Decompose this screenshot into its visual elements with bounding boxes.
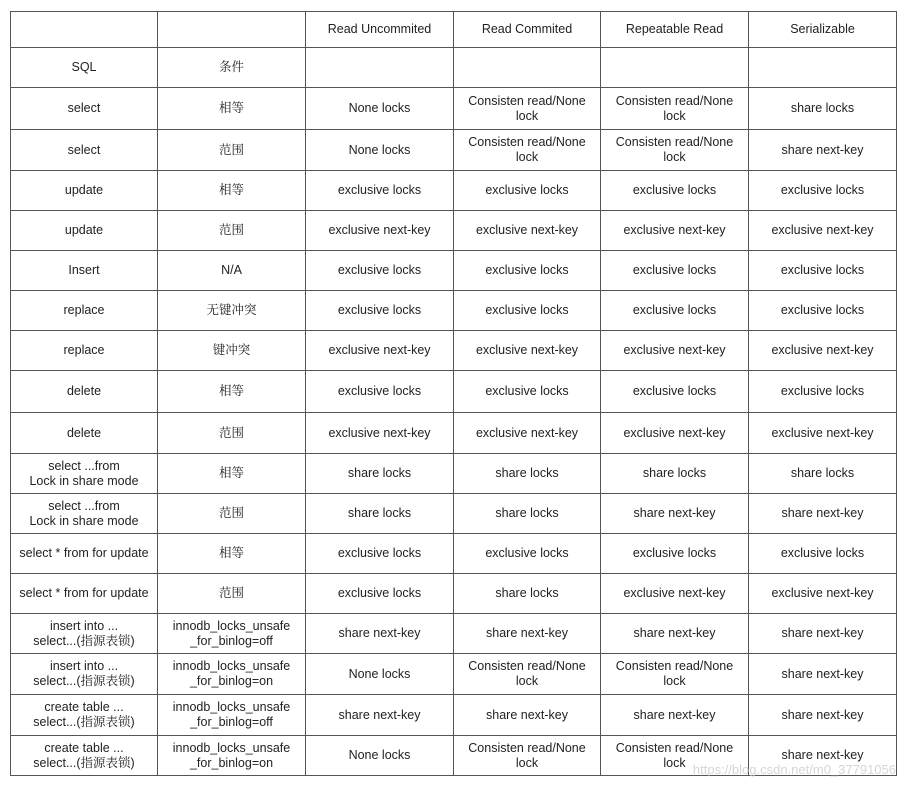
table-cell: exclusive next-key [749, 211, 897, 251]
table-cell: 相等 [158, 534, 306, 574]
table-cell: share next-key [749, 130, 897, 171]
table-cell: exclusive locks [601, 291, 749, 331]
table-cell: Consisten read/None lock [601, 736, 749, 776]
table-cell: 相等 [158, 171, 306, 211]
table-cell: innodb_locks_unsafe _for_binlog=off [158, 614, 306, 654]
table-cell: share locks [454, 574, 601, 614]
table-row [11, 654, 897, 695]
table-row [11, 614, 897, 654]
table-cell: 相等 [158, 454, 306, 494]
table-cell: Consisten read/None lock [601, 654, 749, 695]
table-cell: select * from for update [11, 574, 158, 614]
table-row [11, 291, 897, 331]
isolation-lock-table [10, 11, 897, 776]
table-cell: exclusive next-key [601, 211, 749, 251]
table-cell: share locks [454, 454, 601, 494]
table-cell: exclusive next-key [454, 331, 601, 371]
table-cell: share next-key [454, 695, 601, 736]
table-cell: select ...from Lock in share mode [11, 454, 158, 494]
table-cell: exclusive locks [306, 251, 454, 291]
table-row [11, 211, 897, 251]
lock-table-container [10, 11, 897, 776]
table-cell: share next-key [749, 654, 897, 695]
table-cell: None locks [306, 88, 454, 130]
table-cell: exclusive locks [306, 574, 454, 614]
table-cell: N/A [158, 251, 306, 291]
table-cell: share next-key [749, 494, 897, 534]
table-cell: share next-key [601, 614, 749, 654]
table-cell: Consisten read/None lock [454, 88, 601, 130]
table-cell: exclusive next-key [601, 413, 749, 454]
table-row [11, 574, 897, 614]
table-cell: select * from for update [11, 534, 158, 574]
table-cell: share next-key [749, 736, 897, 776]
table-cell: exclusive locks [601, 251, 749, 291]
watermark: https://blog.csdn.net/m0_37791056 [692, 762, 896, 777]
table-cell: share next-key [306, 695, 454, 736]
header-cell: Read Uncommited [306, 12, 454, 48]
table-cell: 键冲突 [158, 331, 306, 371]
table-cell: exclusive locks [749, 534, 897, 574]
table-cell: exclusive next-key [306, 413, 454, 454]
table-cell: Insert [11, 251, 158, 291]
table-row [11, 736, 897, 776]
table-cell: share next-key [306, 614, 454, 654]
table-row [11, 251, 897, 291]
table-row [11, 695, 897, 736]
table-cell [306, 48, 454, 88]
table-row [11, 48, 897, 88]
table-cell [454, 48, 601, 88]
table-row [11, 88, 897, 130]
table-cell: insert into ... select...(指源表锁) [11, 654, 158, 695]
table-cell: exclusive locks [306, 534, 454, 574]
table-cell: insert into ... select...(指源表锁) [11, 614, 158, 654]
table-cell: 范围 [158, 574, 306, 614]
table-cell: exclusive next-key [306, 211, 454, 251]
table-cell: Consisten read/None lock [601, 130, 749, 171]
table-row [11, 130, 897, 171]
table-cell: share locks [749, 88, 897, 130]
table-row [11, 413, 897, 454]
table-cell: exclusive locks [601, 171, 749, 211]
table-body [11, 12, 897, 776]
header-cell: Read Commited [454, 12, 601, 48]
table-cell: share locks [601, 454, 749, 494]
table-cell: replace [11, 331, 158, 371]
table-cell: 相等 [158, 88, 306, 130]
table-cell: delete [11, 371, 158, 413]
table-cell [749, 48, 897, 88]
table-cell: share locks [306, 494, 454, 534]
table-cell: exclusive next-key [601, 574, 749, 614]
table-cell: SQL [11, 48, 158, 88]
table-cell: share next-key [749, 614, 897, 654]
table-cell: exclusive locks [749, 291, 897, 331]
table-cell: exclusive next-key [306, 331, 454, 371]
table-cell: 范围 [158, 211, 306, 251]
table-cell: None locks [306, 654, 454, 695]
table-cell: select [11, 130, 158, 171]
table-cell: share next-key [601, 494, 749, 534]
table-cell: exclusive locks [454, 171, 601, 211]
table-cell: create table ... select...(指源表锁) [11, 695, 158, 736]
table-row [11, 171, 897, 211]
table-cell: innodb_locks_unsafe _for_binlog=on [158, 736, 306, 776]
table-cell: share locks [749, 454, 897, 494]
table-cell: exclusive next-key [454, 211, 601, 251]
header-cell: Repeatable Read [601, 12, 749, 48]
table-cell: exclusive locks [454, 251, 601, 291]
table-cell: exclusive next-key [749, 574, 897, 614]
table-cell: select ...from Lock in share mode [11, 494, 158, 534]
table-cell: exclusive next-key [601, 331, 749, 371]
table-cell: None locks [306, 736, 454, 776]
header-row [11, 12, 897, 48]
table-cell: 范围 [158, 494, 306, 534]
table-cell: exclusive locks [454, 291, 601, 331]
table-cell: 相等 [158, 371, 306, 413]
table-cell: update [11, 171, 158, 211]
table-cell: exclusive locks [601, 371, 749, 413]
table-cell: exclusive locks [306, 371, 454, 413]
header-cell: Serializable [749, 12, 897, 48]
table-row [11, 534, 897, 574]
table-cell: exclusive locks [306, 291, 454, 331]
table-cell: exclusive locks [749, 251, 897, 291]
table-cell: create table ... select...(指源表锁) [11, 736, 158, 776]
table-row [11, 371, 897, 413]
table-cell: select [11, 88, 158, 130]
table-cell: exclusive next-key [454, 413, 601, 454]
table-cell: Consisten read/None lock [601, 88, 749, 130]
table-cell: exclusive locks [306, 171, 454, 211]
table-cell: exclusive locks [601, 534, 749, 574]
table-row [11, 454, 897, 494]
table-cell [601, 48, 749, 88]
table-cell: share next-key [601, 695, 749, 736]
table-cell: Consisten read/None lock [454, 654, 601, 695]
header-cell [11, 12, 158, 48]
table-cell: None locks [306, 130, 454, 171]
table-cell: 条件 [158, 48, 306, 88]
table-cell: exclusive next-key [749, 331, 897, 371]
table-cell: exclusive locks [454, 534, 601, 574]
table-cell: share next-key [749, 695, 897, 736]
table-cell: delete [11, 413, 158, 454]
table-cell: share locks [454, 494, 601, 534]
table-cell: exclusive locks [749, 171, 897, 211]
table-cell: share next-key [454, 614, 601, 654]
header-cell [158, 12, 306, 48]
table-cell: Consisten read/None lock [454, 736, 601, 776]
table-cell: 范围 [158, 130, 306, 171]
table-cell: update [11, 211, 158, 251]
table-cell: replace [11, 291, 158, 331]
table-cell: 范围 [158, 413, 306, 454]
table-cell: innodb_locks_unsafe _for_binlog=on [158, 654, 306, 695]
table-cell: exclusive next-key [749, 413, 897, 454]
table-cell: exclusive locks [454, 371, 601, 413]
table-row [11, 331, 897, 371]
table-cell: innodb_locks_unsafe _for_binlog=off [158, 695, 306, 736]
table-cell: exclusive locks [749, 371, 897, 413]
table-row [11, 494, 897, 534]
table-cell: Consisten read/None lock [454, 130, 601, 171]
table-cell: 无键冲突 [158, 291, 306, 331]
table-cell: share locks [306, 454, 454, 494]
